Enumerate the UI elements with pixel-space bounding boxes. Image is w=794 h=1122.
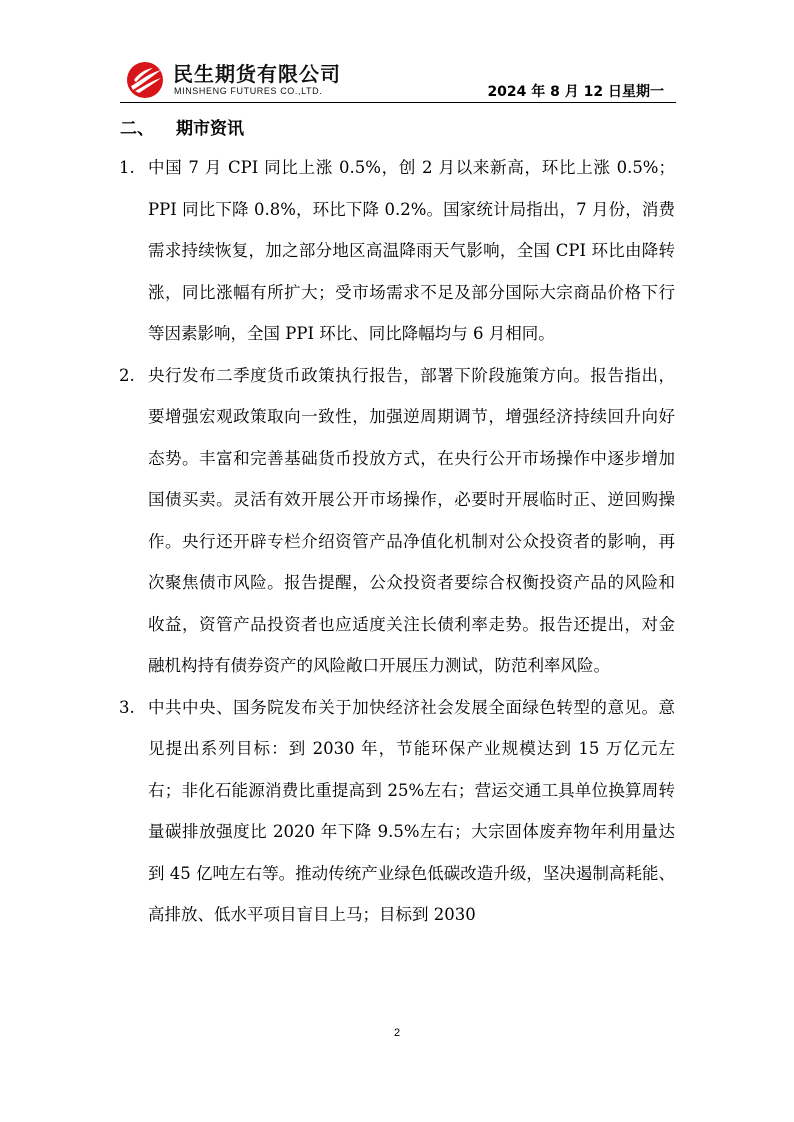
news-item-text: 央行发布二季度货币政策执行报告，部署下阶段施策方向。报告指出，要增强宏观政策取向一致性，加强逆周期调节，增强经济持续回升向好态势。丰富和完善基础货币投放方式，在央行公开市场操作中逐步增加国债买卖。灵活有效开展公开市场操作，必要时开展临时正、逆回购操作。央行还开辟专栏介绍资管产品净值化机制对公众投资者的影响，再次聚焦债市风险。报告提醒，公众投资者要综合权衡投资产品的风险和收益，资管产品投资者也应适度关注长债利率走势。报告还提出，对金融机构持有债券资产的风险敞口开展压力测试，防范利率风险。 (148, 365, 675, 675)
minsheng-logo-icon (125, 60, 165, 100)
news-item-index: 1. (119, 158, 135, 177)
news-list (119, 147, 675, 936)
company-logo (125, 58, 365, 102)
page-number: 2 (393, 1027, 401, 1039)
news-item-index: 2. (119, 365, 135, 385)
news-item-index: 3. (119, 697, 135, 717)
report-date: 2024 年 8 月 12 日星期一 (487, 84, 664, 100)
section-heading (120, 114, 244, 139)
news-item (119, 355, 675, 687)
company-name-cn: 民生期货有限公司 (173, 62, 341, 86)
section-title: 期市资讯 (176, 119, 244, 139)
section-number: 二、 (120, 119, 154, 139)
company-name-en: MINSHENG FUTURES CO.,LTD. (174, 86, 323, 96)
news-item (119, 147, 675, 355)
page-header (120, 54, 676, 104)
news-item-text: 中国 7 月 CPI 同比上涨 0.5%，创 2 月以来新高，环比上涨 0.5%；PPI 同比下降 0.8%，环比下降 0.2%。国家统计局指出，7 月份，消费需求持续恢复，加之部分地区高温降雨天气影响，全国 CPI 环比由降转涨，同比涨幅有所扩大；受市场需求不足及部分国际大宗商品价格下行等因素影响，全国 PPI 环比、同比降幅均与 6 月相同。 (148, 158, 675, 343)
news-item-text: 中共中央、国务院发布关于加快经济社会发展全面绿色转型的意见。意见提出系列目标：到 2030 年，节能环保产业规模达到 15 万亿元左右；非化石能源消费比重提高到 25%左右；营运交通工具单位换算周转量碳排放强度比 2020 年下降 9.5%左右；大宗固体废弃物年利用量达到 45 亿吨左右等。推动传统产业绿色低碳改造升级，坚决遏制高耗能、高排放、低水平项目盲目上马；目标到 2030 (148, 697, 675, 924)
news-item (119, 687, 675, 936)
header-divider (120, 102, 676, 103)
